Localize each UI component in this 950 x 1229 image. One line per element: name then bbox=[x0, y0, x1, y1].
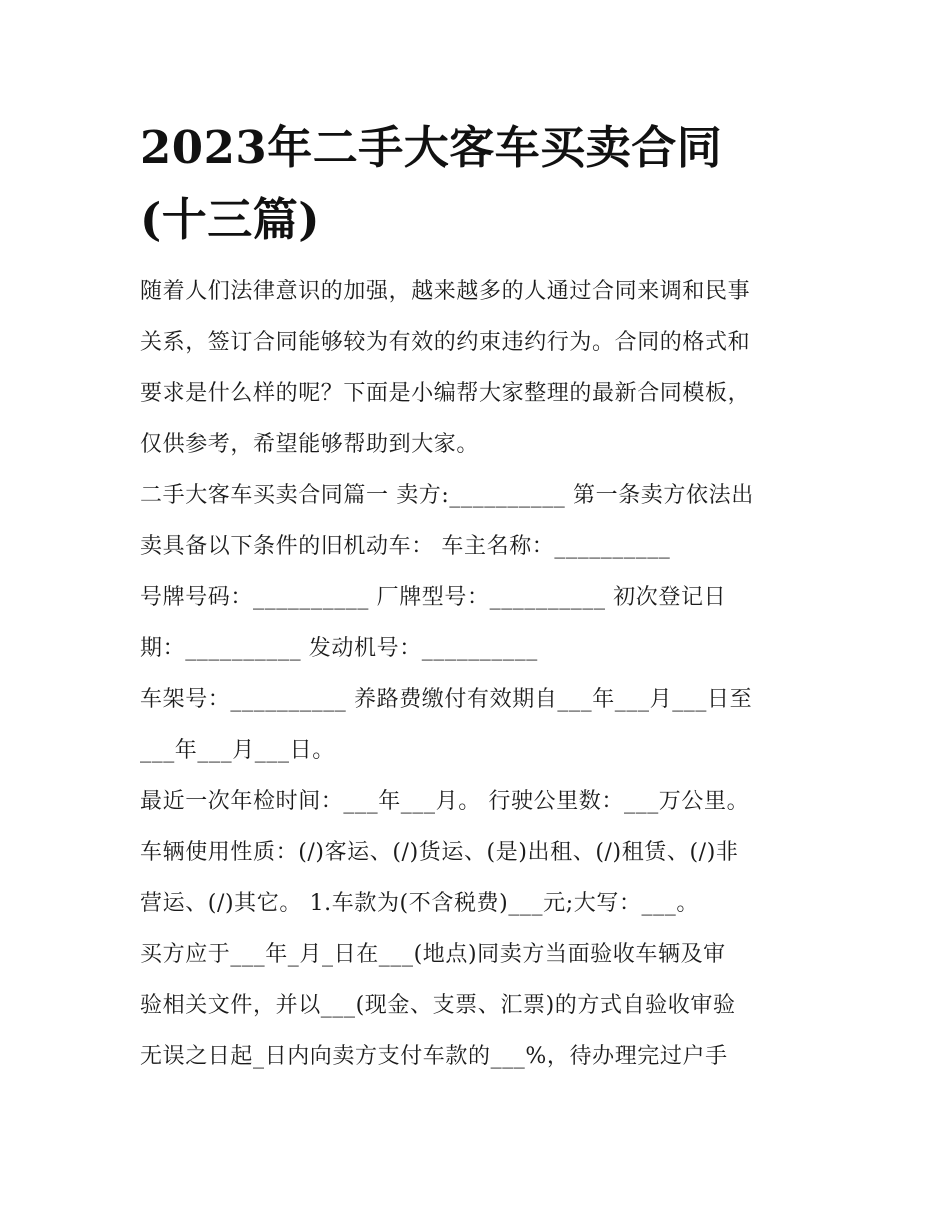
text-line: 最近一次年检时间：___年___月。 行驶公里数：___万公里。 bbox=[140, 789, 750, 814]
text-line: 验相关文件，并以___(现金、支票、汇票)的方式自验收审验 bbox=[140, 993, 736, 1018]
document-page bbox=[140, 112, 820, 1082]
text-line: 关系，签订合同能够较为有效的约束违约行为。合同的格式和 bbox=[140, 330, 751, 355]
title-line: (十三篇) bbox=[140, 193, 321, 246]
vehicle-usage-paragraph bbox=[140, 776, 820, 929]
title-line: 2023年二手大客车买卖合同 bbox=[140, 121, 723, 174]
document-title bbox=[140, 112, 820, 256]
text-line: 无误之日起_日内向卖方支付车款的___%，待办理完过户手 bbox=[140, 1044, 728, 1069]
document-body bbox=[140, 266, 820, 1082]
text-line: 要求是什么样的呢？下面是小编帮大家整理的最新合同模板， bbox=[140, 381, 751, 406]
text-line: ___年___月___日。 bbox=[140, 738, 335, 763]
intro-paragraph bbox=[140, 266, 820, 470]
text-line: 买方应于___年_月_日在___(地点)同卖方当面验收车辆及审 bbox=[140, 942, 726, 967]
text-line: 随着人们法律意识的加强，越来越多的人通过合同来调和民事 bbox=[140, 279, 751, 304]
vehicle-frame-paragraph bbox=[140, 674, 820, 776]
text-line: 号牌号码：__________ 厂牌型号：__________ 初次登记日 bbox=[140, 585, 727, 610]
text-line: 二手大客车买卖合同篇一 卖方:__________ 第一条卖方依法出 bbox=[140, 483, 754, 508]
text-line: 车架号：__________ 养路费缴付有效期自___年___月___日至 bbox=[140, 687, 753, 712]
text-line: 期：__________ 发动机号：__________ bbox=[140, 636, 538, 661]
text-line: 仅供参考，希望能够帮助到大家。 bbox=[140, 432, 480, 457]
contract-seller-paragraph bbox=[140, 470, 820, 674]
text-line: 营运、(/)其它。 1.车款为(不含税费)___元;大写：___。 bbox=[140, 891, 699, 916]
text-line: 卖具备以下条件的旧机动车： 车主名称：__________ bbox=[140, 534, 671, 559]
payment-paragraph bbox=[140, 929, 820, 1082]
text-line: 车辆使用性质：(/)客运、(/)货运、(是)出租、(/)租赁、(/)非 bbox=[140, 840, 739, 865]
